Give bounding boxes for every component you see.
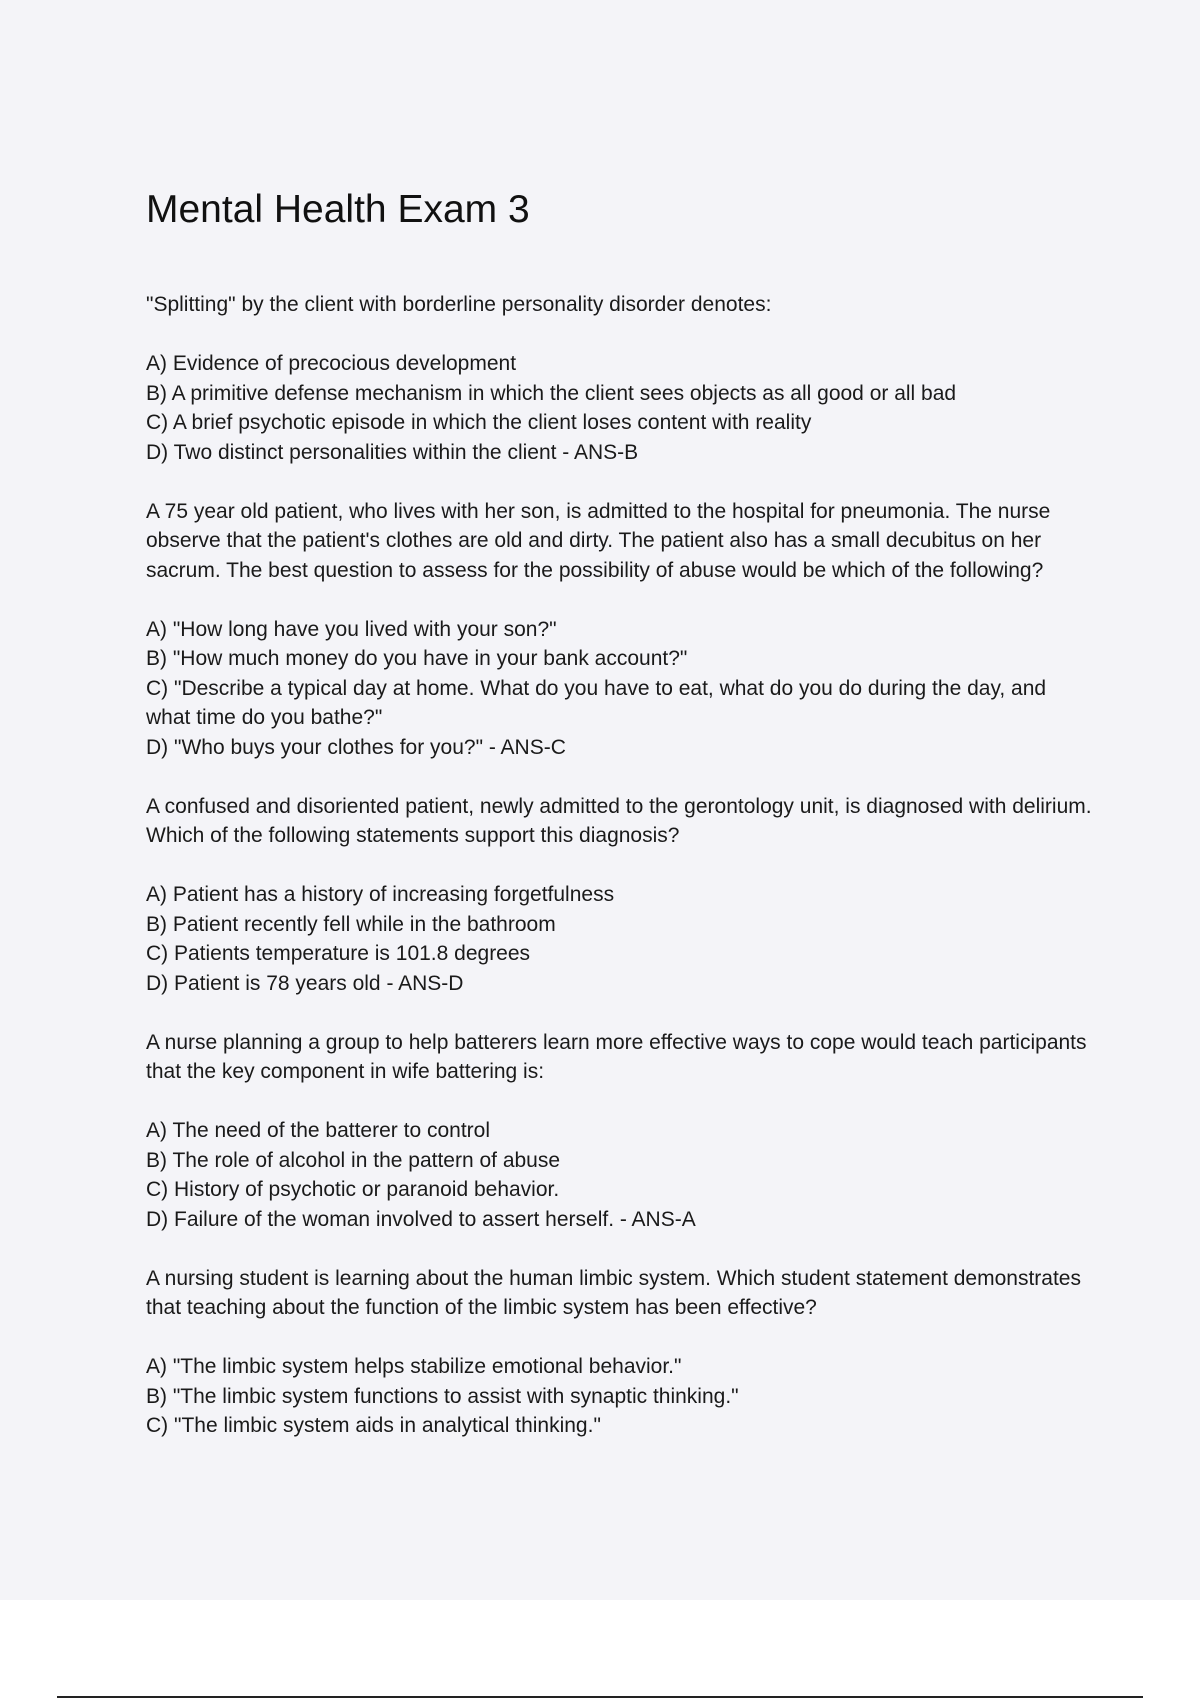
document-content — [146, 182, 1096, 1470]
question-block — [146, 1264, 1096, 1441]
answer-option: B) A primitive defense mechanism in which the client sees objects as all good or all bad — [146, 381, 957, 405]
question-block — [146, 1028, 1096, 1235]
answer-option: B) "How much money do you have in your bank account?" — [146, 647, 688, 670]
question-text: A 75 year old patient, who lives with her son, is admitted to the hospital for pneumonia. The nurse observe that the patient's clothes are old and dirty. The patient also has a small decubitus on her sacrum. The best question to assess for the possibility of abuse would be which of the following? — [146, 499, 1051, 582]
answer-option: C) Patients temperature is 101.8 degrees — [146, 942, 531, 965]
answer-option: B) The role of alcohol in the pattern of abuse — [146, 1148, 561, 1172]
answer-option: B) "The limbic system functions to assist with synaptic thinking." — [146, 1384, 739, 1408]
answer-option: C) A brief psychotic episode in which the client loses content with reality — [146, 411, 812, 434]
answer-option: B) Patient recently fell while in the bathroom — [146, 912, 556, 936]
answer-options — [146, 1352, 1096, 1441]
answer-options — [146, 349, 1096, 467]
question-text: A confused and disoriented patient, newly admitted to the gerontology unit, is diagnosed with delirium. Which of the following statements support this diagnosis? — [146, 794, 1092, 847]
answer-option: A) Evidence of precocious development — [146, 352, 517, 375]
question-block — [146, 290, 1096, 467]
answer-option: D) Failure of the woman involved to assert herself. - ANS-A — [146, 1207, 696, 1231]
answer-option: D) Patient is 78 years old - ANS-D — [146, 971, 464, 995]
answer-option: D) "Who buys your clothes for you?" - ANS-C — [146, 735, 566, 759]
answer-options — [146, 1116, 1096, 1234]
answer-option: A) Patient has a history of increasing forgetfulness — [146, 883, 615, 906]
answer-options — [146, 880, 1096, 998]
question-block — [146, 497, 1096, 763]
page-divider — [57, 1696, 1143, 1698]
question-text: A nurse planning a group to help batterers learn more effective ways to cope would teach participants that the key component in wife battering is: — [146, 1030, 1087, 1083]
page-title: Mental Health Exam 3 — [146, 188, 530, 231]
question-text: "Splitting" by the client with borderline personality disorder denotes: — [146, 293, 772, 316]
question-block — [146, 792, 1096, 999]
answer-option: C) "The limbic system aids in analytical thinking." — [146, 1414, 601, 1437]
answer-option: A) "The limbic system helps stabilize emotional behavior." — [146, 1355, 682, 1378]
answer-option: D) Two distinct personalities within the client - ANS-B — [146, 440, 639, 464]
answer-options — [146, 615, 1096, 763]
question-text: A nursing student is learning about the human limbic system. Which student statement demonstrates that teaching about the function of the limbic system has been effective? — [146, 1266, 1081, 1319]
answer-option: A) "How long have you lived with your son?" — [146, 617, 557, 641]
answer-option: C) "Describe a typical day at home. What do you have to eat, what do you do during the day, and what time do you bathe?" — [146, 676, 1047, 729]
answer-option: C) History of psychotic or paranoid behavior. — [146, 1178, 560, 1201]
answer-option: A) The need of the batterer to control — [146, 1119, 490, 1142]
